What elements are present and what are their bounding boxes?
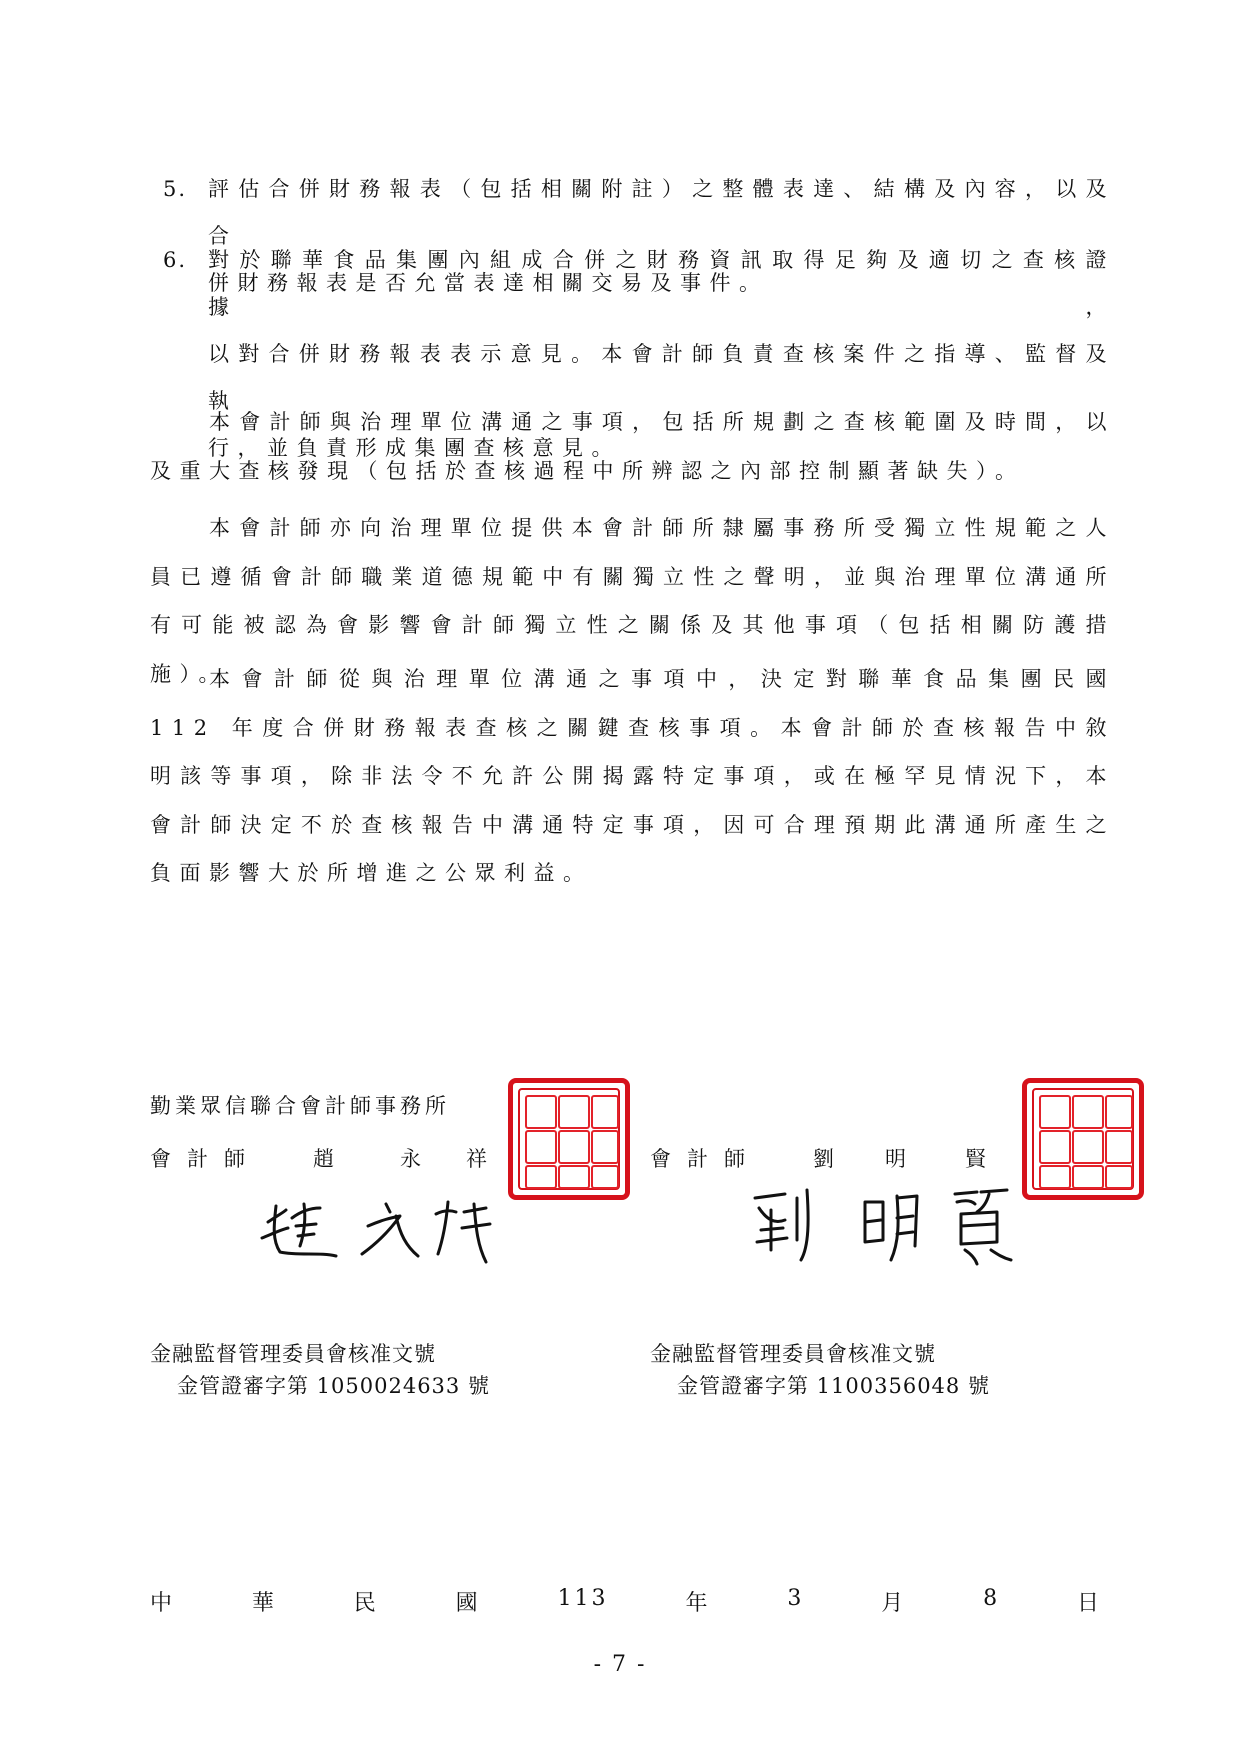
accountant-2-signature bbox=[745, 1180, 1025, 1270]
paragraph-governance-communication: 本會計師與治理單位溝通之事項，包括所規劃之查核範圍及時間，以及重大查核發現（包括於查核過程中所辨認之內部控制顯著缺失）。 bbox=[150, 410, 1115, 483]
date-part: 民 bbox=[353, 1591, 379, 1616]
approval-number: 金管證審字第 1100356048 號 bbox=[677, 1374, 990, 1398]
cpa-name-char: 賢 bbox=[965, 1147, 986, 1171]
paragraph-independence: 本會計師亦向治理單位提供本會計師所隸屬事務所受獨立性規範之人員已遵循會計師職業道德規範中有關獨立性之聲明，並與治理單位溝通所有可能被認為會影響會計師獨立性之關係及其他事項（包括相關防護措施）。 bbox=[150, 516, 1115, 686]
cpa-title-char: 師 bbox=[224, 1147, 245, 1171]
accountant-2-approval bbox=[650, 1338, 990, 1402]
cpa-title-char: 師 bbox=[724, 1147, 745, 1171]
accountant-1-line bbox=[150, 1143, 487, 1173]
cpa-name-char: 劉 bbox=[813, 1147, 834, 1171]
approval-body: 金融監督管理委員會核准文號 bbox=[650, 1342, 936, 1366]
accountant-1-approval bbox=[150, 1338, 490, 1402]
cpa-name-char: 永 bbox=[400, 1147, 421, 1171]
cpa-name-char: 趙 bbox=[313, 1147, 334, 1171]
date-part: 月 bbox=[881, 1591, 907, 1616]
list-number: 5. bbox=[163, 177, 188, 201]
date-part: 華 bbox=[251, 1591, 277, 1616]
date-year: 113 bbox=[557, 1586, 609, 1611]
cpa-title-char: 會 bbox=[150, 1147, 171, 1171]
accountant-1-seal bbox=[508, 1078, 630, 1200]
date-day: 8 bbox=[983, 1586, 1001, 1611]
list-line: 對於聯華食品集團內組成合併之財務資訊取得足夠及適切之查核證據， bbox=[208, 248, 1115, 319]
date-part: 國 bbox=[455, 1591, 481, 1616]
list-line: 行，並負責形成集團查核意見。 bbox=[208, 436, 621, 460]
list-line: 以對合併財務報表表示意見。本會計師負責查核案件之指導、監督及執 bbox=[208, 342, 1115, 413]
date-part: 中 bbox=[150, 1591, 176, 1616]
report-date bbox=[150, 1586, 1102, 1617]
cpa-name-char: 祥 bbox=[466, 1147, 487, 1171]
accountant-2-line bbox=[650, 1143, 986, 1173]
date-month: 3 bbox=[787, 1586, 805, 1611]
date-part: 日 bbox=[1076, 1591, 1102, 1616]
approval-body: 金融監督管理委員會核准文號 bbox=[150, 1342, 436, 1366]
date-part: 年 bbox=[685, 1591, 711, 1616]
approval-number: 金管證審字第 1050024633 號 bbox=[177, 1374, 490, 1398]
accountant-1-signature bbox=[250, 1190, 500, 1270]
firm-name: 勤業眾信聯合會計師事務所 bbox=[150, 1094, 450, 1118]
accountant-2-seal bbox=[1022, 1078, 1144, 1200]
cpa-name-char: 明 bbox=[885, 1147, 906, 1171]
cpa-title-char: 計 bbox=[687, 1147, 708, 1171]
page-number: - 7 - bbox=[593, 1652, 647, 1677]
paragraph-key-audit-matters: 本會計師從與治理單位溝通之事項中，決定對聯華食品集團民國 112 年度合併財務報表查核之關鍵查核事項。本會計師於查核報告中敘明該等事項，除非法令不允許公開揭露特定事項，或在極罕見情況下，本會計師決定不於查核報告中溝通特定事項，因可合理預期此溝通所產生之負面影響大於所增進之公眾利益。 bbox=[150, 667, 1115, 885]
cpa-title-char: 會 bbox=[650, 1147, 671, 1171]
list-line: 評估合併財務報表（包括相關附註）之整體表達、結構及內容，以及合 bbox=[208, 177, 1115, 248]
list-number: 6. bbox=[163, 248, 188, 272]
list-line: 併財務報表是否允當表達相關交易及事件。 bbox=[208, 271, 769, 295]
cpa-title-char: 計 bbox=[187, 1147, 208, 1171]
